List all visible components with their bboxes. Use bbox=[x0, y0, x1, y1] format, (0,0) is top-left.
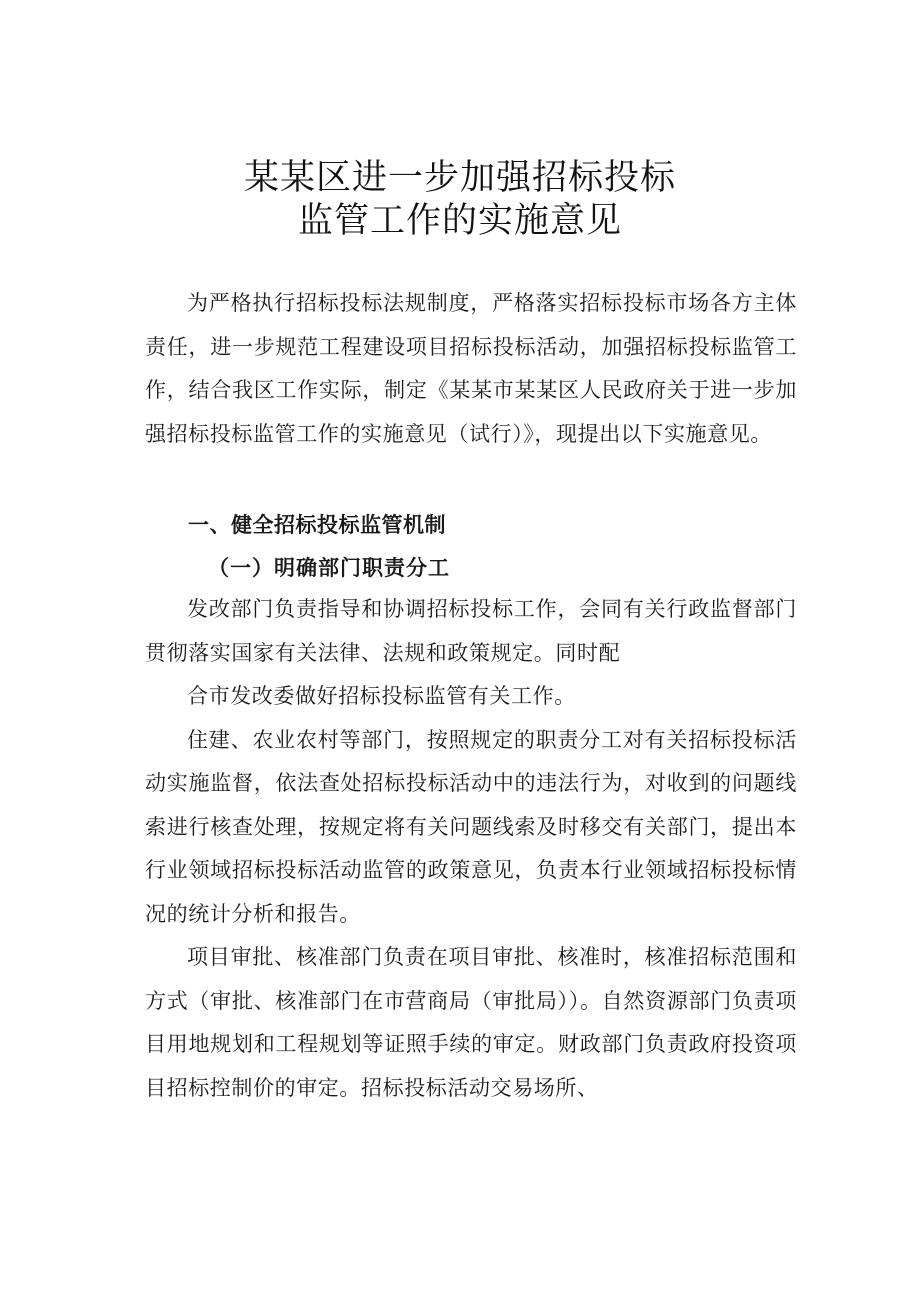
paragraph-4: 项目审批、核准部门负责在项目审批、核准时，核准招标范围和方式（审批、核准部门在市营商局（审批局））。自然资源部门负责项目用地规划和工程规划等证照手续的审定。财政部门负责政府投资项目招标控制价的审定。招标投标活动交易场所、 bbox=[145, 945, 797, 1100]
section-heading-1: 一、健全招标投标监管机制 bbox=[188, 513, 446, 537]
subsection-heading-1: （一）明确部门职责分工 bbox=[208, 555, 450, 580]
intro-paragraph: 为严格执行招标投标法规制度，严格落实招标投标市场各方主体责任，进一步规范工程建设项目招标投标活动，加强招标投标监管工作，结合我区工作实际，制定《某某市某某区人民政府关于进一步加强招标投标监管工作的实施意见（试行）》，现提出以下实施意见。 bbox=[145, 291, 797, 446]
document-title-line-1: 某某区进一步加强招标投标 bbox=[243, 158, 676, 198]
document-title-line-2: 监管工作的实施意见 bbox=[297, 201, 622, 241]
paragraph-2: 合市发改委做好招标投标监管有关工作。 bbox=[187, 684, 576, 708]
paragraph-3: 住建、农业农村等部门，按照规定的职责分工对有关招标投标活动实施监督，依法查处招标投标活动中的违法行为，对收到的问题线索进行核查处理，按规定将有关问题线索及时移交有关部门，提出本行业领域招标投标活动监管的政策意见，负责本行业领域招标投标情况的统计分析和报告。 bbox=[145, 727, 797, 926]
body-paragraphs bbox=[145, 588, 797, 1110]
intro-paragraph-block bbox=[145, 282, 797, 456]
paragraph-1: 发改部门负责指导和协调招标投标工作，会同有关行政监督部门贯彻落实国家有关法律、法规和政策规定。同时配 bbox=[145, 597, 797, 665]
